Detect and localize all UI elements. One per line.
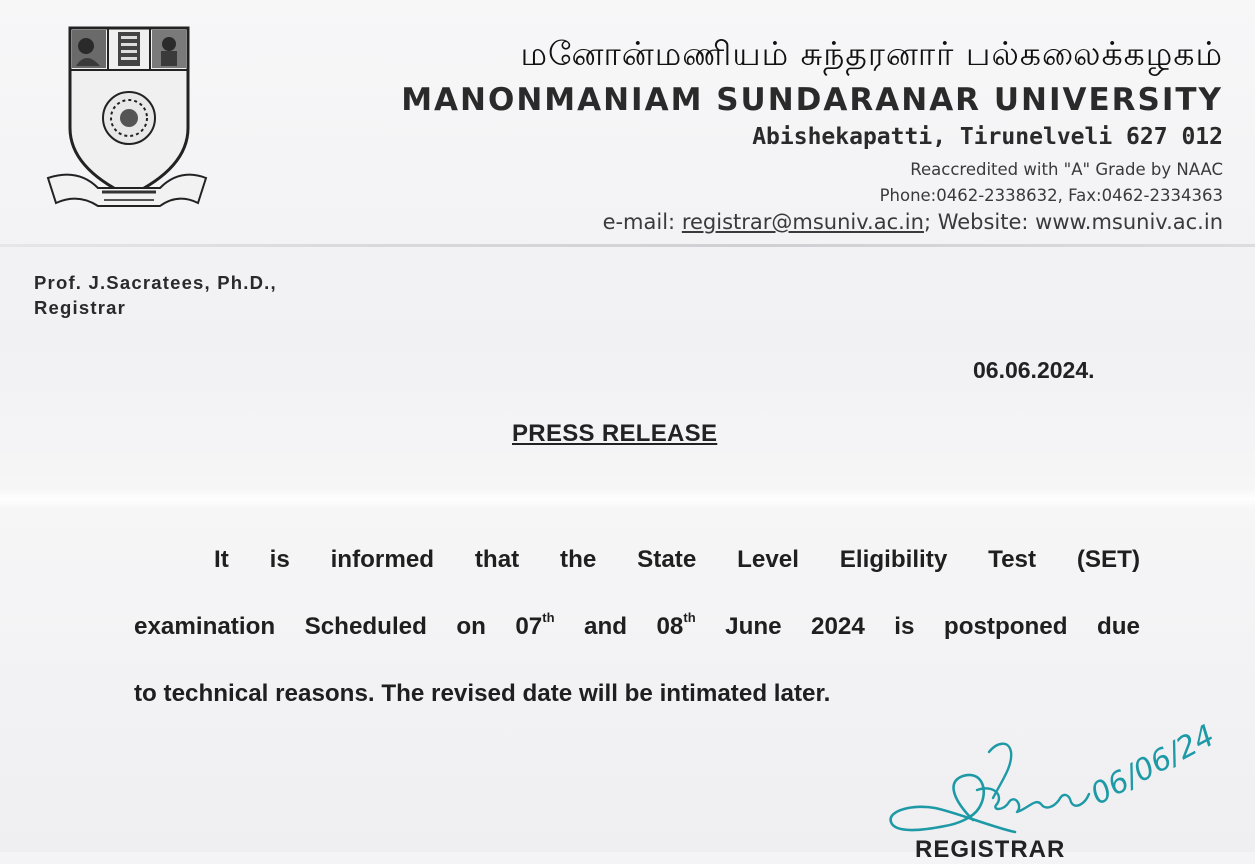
body-line-2	[134, 593, 1140, 660]
signatory-block	[34, 270, 277, 320]
signature-stroke	[977, 788, 1089, 812]
signatory-designation: Registrar	[34, 297, 127, 318]
body-line-2-part-b: and 08	[554, 613, 684, 640]
body-line-2-part-a: examination Scheduled on 07	[134, 613, 543, 640]
accreditation-line: Reaccredited with "A" Grade by NAAC	[910, 160, 1223, 179]
university-address: Abishekapatti, Tirunelveli 627 012	[752, 124, 1223, 150]
email-link[interactable]: registrar@msuniv.ac.in	[681, 210, 924, 234]
ordinal-suffix-2: th	[683, 610, 696, 625]
body-line-2-part-c: June 2024 is postponed due	[695, 613, 1140, 640]
ordinal-suffix-1: th	[542, 610, 555, 625]
website-label: ; Website: www.msuniv.ac.in	[923, 210, 1223, 234]
contact-line	[603, 210, 1223, 234]
body-line-1: It is informed that the State Level Eligibility Test (SET)	[214, 546, 1140, 573]
university-emblem-logo	[38, 18, 208, 218]
signature-date: 06/06/24	[1085, 718, 1221, 813]
press-release-title: PRESS RELEASE	[512, 420, 718, 447]
registrar-label: REGISTRAR	[915, 836, 1066, 863]
paper-fold	[0, 488, 1255, 510]
university-name-tamil: மனோன்மணியம் சுந்தரனார் பல்கலைக்கழகம்	[520, 34, 1223, 73]
signatory-name: Prof. J.Sacratees, Ph.D.,	[34, 272, 277, 293]
university-name-english: MANONMANIAM SUNDARANAR UNIVERSITY	[401, 82, 1223, 118]
header-divider	[0, 244, 1255, 247]
handwritten-signature	[885, 712, 1230, 842]
body-line-3: to technical reasons. The revised date will be intimated later.	[134, 680, 831, 707]
phone-fax-line: Phone:0462-2338632, Fax:0462-2334363	[879, 186, 1223, 205]
release-body	[134, 526, 1140, 727]
release-date: 06.06.2024.	[973, 357, 1095, 383]
email-label: e-mail:	[602, 210, 682, 234]
